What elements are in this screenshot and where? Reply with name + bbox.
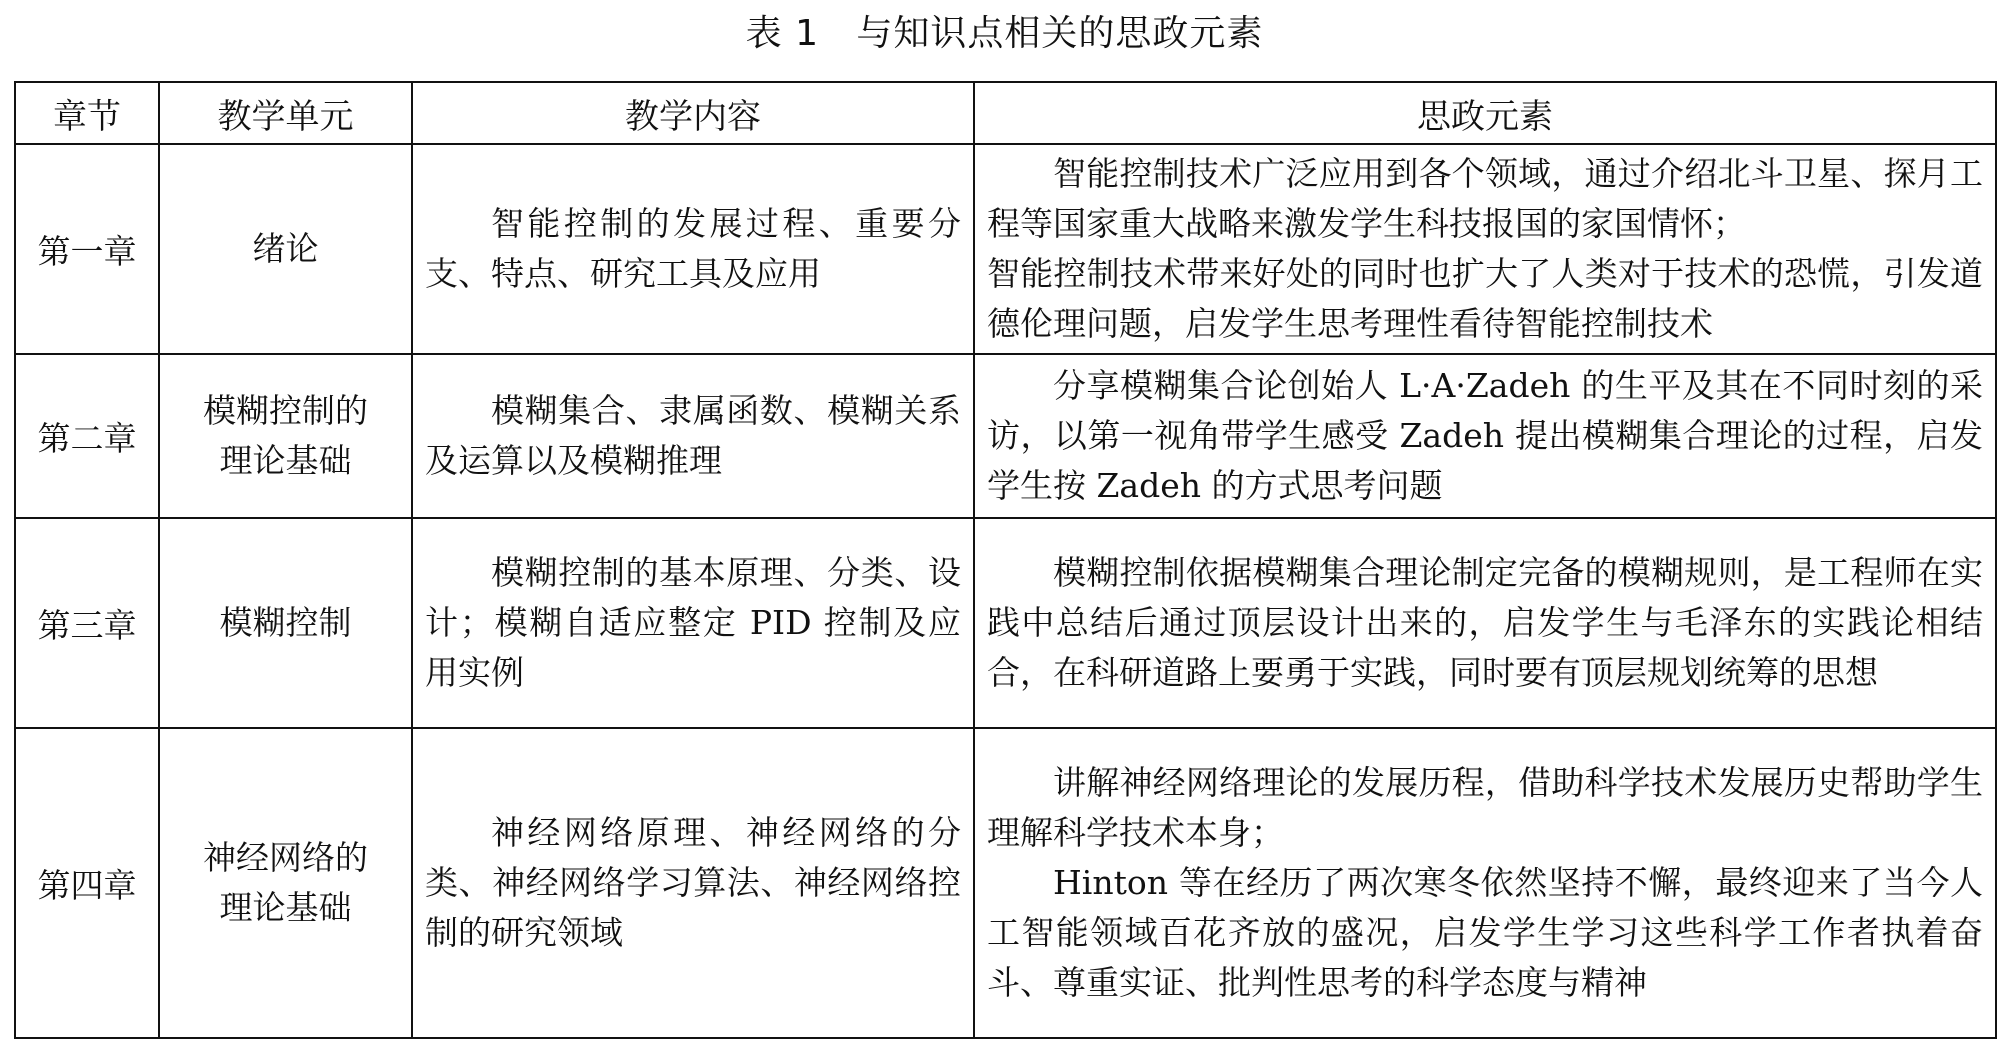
element-paragraph: 智能控制技术带来好处的同时也扩大了人类对于技术的恐慌，引发道德伦理问题，启发学生思考理性看待智能控制技术	[987, 254, 1983, 343]
element-paragraph: 分享模糊集合论创始人 L·A·Zadeh 的生平及其在不同时刻的采访，以第一视角带学生感受 Zadeh 提出模糊集合理论的过程，启发学生按 Zadeh 的方式思考问题	[987, 366, 1983, 505]
content-cell	[412, 518, 974, 728]
content-text: 模糊集合、隶属函数、模糊关系及运算以及模糊推理	[425, 391, 961, 480]
unit-cell	[159, 144, 412, 354]
table-row	[15, 518, 1996, 728]
content-cell	[412, 144, 974, 354]
element-paragraph: Hinton 等在经历了两次寒冬依然坚持不懈，最终迎来了当今人工智能领域百花齐放的盛况，启发学生学习这些科学工作者执着奋斗、尊重实证、批判性思考的科学态度与精神	[987, 863, 1983, 1002]
element-paragraph: 讲解神经网络理论的发展历程，借助科学技术发展历史帮助学生理解科学技术本身；	[987, 763, 1983, 852]
unit-cell	[159, 518, 412, 728]
unit-cell	[159, 728, 412, 1038]
unit-line: 神经网络的	[203, 838, 368, 877]
chapter-cell: 第二章	[15, 354, 159, 518]
table-caption: 表 1 与知识点相关的思政元素	[745, 13, 1264, 54]
content-text: 神经网络原理、神经网络的分类、神经网络学习算法、神经网络控制的研究领域	[425, 813, 961, 952]
header-chapter: 章节	[15, 82, 159, 144]
unit-line: 理论基础	[219, 888, 352, 927]
element-paragraph: 模糊控制依据模糊集合理论制定完备的模糊规则，是工程师在实践中总结后通过顶层设计出来的，启发学生与毛泽东的实践论相结合，在科研道路上要勇于实践，同时要有顶层规划统筹的思想	[987, 553, 1983, 692]
element-cell	[974, 144, 1996, 354]
chapter-cell: 第三章	[15, 518, 159, 728]
header-ideology-elements: 思政元素	[974, 82, 1996, 144]
content-text: 模糊控制的基本原理、分类、设计；模糊自适应整定 PID 控制及应用实例	[425, 553, 961, 692]
ideology-elements-table	[14, 81, 1997, 1039]
element-cell	[974, 354, 1996, 518]
chapter-cell: 第一章	[15, 144, 159, 354]
content-cell	[412, 354, 974, 518]
table-header-row	[15, 82, 1996, 144]
table-row	[15, 144, 1996, 354]
table-row	[15, 728, 1996, 1038]
element-cell	[974, 518, 1996, 728]
header-teaching-unit: 教学单元	[159, 82, 412, 144]
table-row	[15, 354, 1996, 518]
unit-cell	[159, 354, 412, 518]
chapter-cell: 第四章	[15, 728, 159, 1038]
unit-line: 理论基础	[219, 441, 352, 480]
header-teaching-content: 教学内容	[412, 82, 974, 144]
unit-line: 模糊控制的	[203, 391, 368, 430]
element-paragraph: 智能控制技术广泛应用到各个领域，通过介绍北斗卫星、探月工程等国家重大战略来激发学生科技报国的家国情怀；	[987, 154, 1983, 243]
unit-line: 模糊控制	[219, 603, 352, 642]
content-cell	[412, 728, 974, 1038]
unit-line: 绪论	[252, 229, 319, 268]
element-cell	[974, 728, 1996, 1038]
content-text: 智能控制的发展过程、重要分支、特点、研究工具及应用	[425, 204, 961, 293]
